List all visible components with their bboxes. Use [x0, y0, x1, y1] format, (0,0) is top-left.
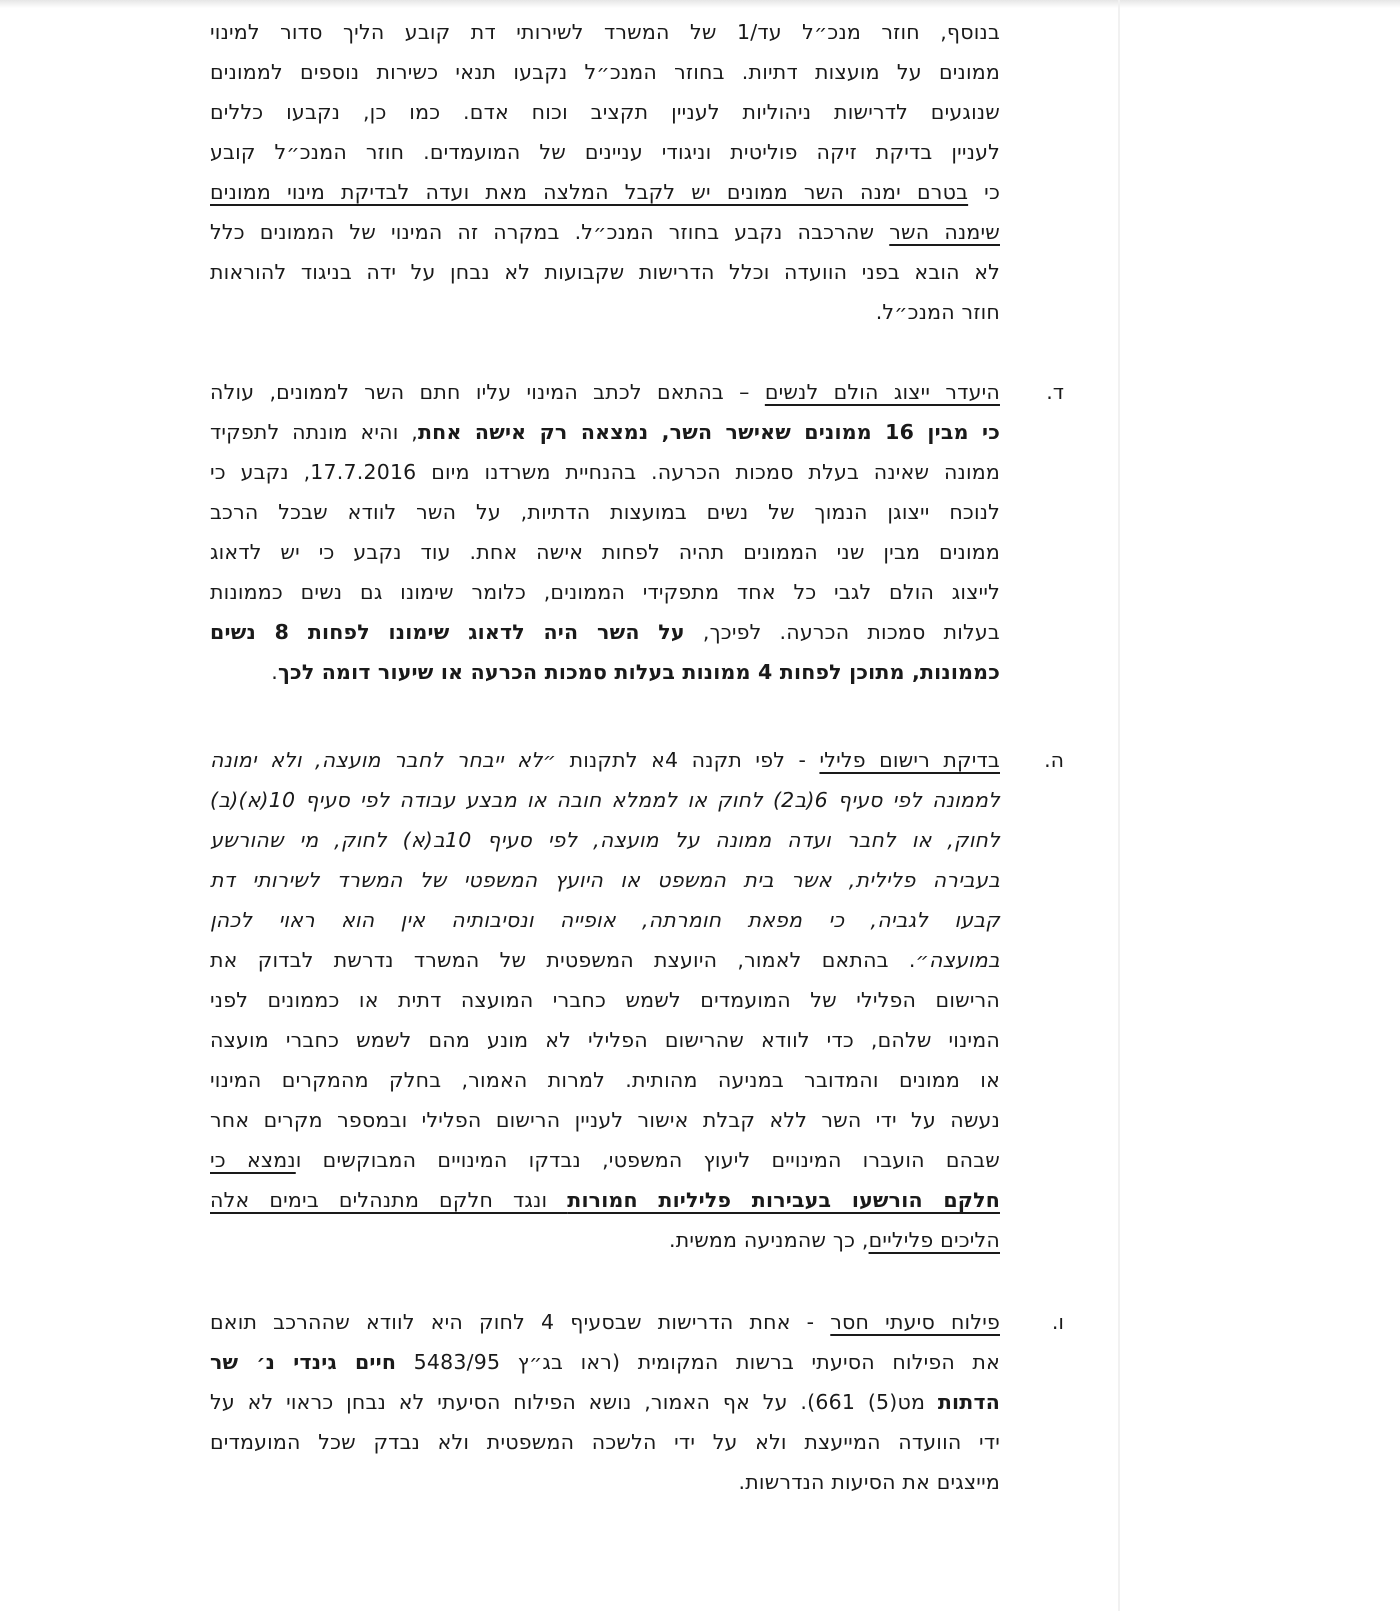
text-span: - לפי תקנה 4א לתקנות [556, 748, 820, 772]
text-span: שהרכבה נקבע בחוזר המנכ״ל. במקרה זה המינוי של הממונים כלל [210, 220, 890, 244]
text-line [210, 940, 1000, 980]
section-heading: בדיקת רישום פלילי [819, 748, 1000, 772]
bold-text: כי מבין 16 ממונים שאישר השר, נמצאה רק אישה אחת [417, 420, 1001, 444]
text-line: לחוק, או לחבר ועדה ממונה על מועצה, לפי סעיף 10ב(א) לחוק, מי שהורשע [210, 828, 1000, 852]
text-line [210, 412, 1000, 452]
text-span: מט(5) 661). על אף האמור, נושא הפילוח הסיעתי לא נבחן כראוי לא על [210, 1390, 938, 1414]
text-span: - אחת הדרישות שבסעיף 4 לחוק היא לוודא שההרכב תואם [210, 1310, 831, 1334]
text-line [210, 1180, 1000, 1220]
text-span: כי [968, 180, 1000, 204]
text-line [210, 612, 1000, 652]
text-line: ממונים מבין שני הממונים תהיה לפחות אישה אחת. עוד נקבע כי יש לדאוג [210, 540, 1000, 564]
text-line: לנוכח ייצוגן הנמוך של נשים במועצות הדתיות, על השר לוודא שבכל הרכב [210, 500, 1000, 524]
text-span: שבהם הועברו המינויים ליעוץ המשפטי, נבדקו המינויים המבוקשים ו [295, 1148, 1000, 1172]
underlined-text: נמצא כי [210, 1148, 296, 1172]
text-line: המינוי שלהם, כדי לוודא שהרישום הפלילי לא מונע מהם לשמש כחברי מועצה [210, 1028, 1000, 1052]
section-heading: פילוח סיעתי חסר [830, 1310, 1000, 1334]
underlined-text: ונגד חלקם מתנהלים בימים אלה [210, 1188, 568, 1212]
text-line: לממונה לפי סעיף 6(ב2) לחוק או לממלא חובה או מבצע עבודה לפי סעיף 10(א)(ב) [210, 788, 1000, 812]
text-span: בעלות סמכות הכרעה. לפיכך, [684, 620, 1000, 644]
bold-text: הדתות [937, 1390, 1001, 1414]
section-marker-v: ו. [1051, 1310, 1064, 1334]
text-line: ממונים על מועצות דתיות. בחוזר המנכ״ל נקבעו תנאי כשירות נוספים לממונים [210, 60, 1000, 84]
text-line: לייצוג הולם לגבי כל אחד מתפקידי הממונים, כלומר שימונו גם נשים כממונות [210, 580, 1000, 604]
text-line: הרישום הפלילי של המועמדים לשמש כחברי המועצה דתית או כממונים לפני [210, 988, 1000, 1012]
text-line: לעניין בדיקת זיקה פוליטית וניגודי עניינים של המועמדים. חוזר המנכ״ל קובע [210, 140, 1000, 164]
text-span: את הפילוח הסיעתי ברשות המקומית (ראו בג״ץ 5483/95 [396, 1350, 1000, 1374]
italic-text: ״לא ייבחר לחבר מועצה, ולא ימונה [210, 748, 557, 772]
document-page [206, 8, 1240, 1608]
text-line [210, 1220, 1000, 1260]
bold-text: על השר היה לדאוג שימונו לפחות 8 נשים [210, 620, 685, 644]
italic-text: במועצה״ [915, 948, 1000, 972]
text-span: . [271, 660, 278, 684]
text-line [210, 652, 1000, 692]
text-line [210, 1302, 1000, 1342]
underlined-text: שימנה השר [889, 220, 1000, 244]
text-line: קבעו לגביה, כי מפאת חומרתה, אופייה ונסיבותיה אין הוא ראוי לכהן [210, 908, 1000, 932]
text-line [210, 740, 1000, 780]
text-line: ממונה שאינה בעלת סמכות הכרעה. בהנחיית משרדנו מיום 17.7.2016, נקבע כי [210, 460, 1000, 484]
text-line: ידי הוועדה המייעצת ולא על ידי הלשכה המשפטית ולא נבדק שכל המועמדים [210, 1430, 1000, 1454]
bold-text: כממונות, מתוכן לפחות 4 ממונות בעלות סמכות הכרעה או שיעור דומה לכך [277, 660, 1000, 684]
text-line: חוזר המנכ״ל. [875, 300, 1000, 324]
text-span: , כך שהמניעה ממשית. [669, 1228, 869, 1252]
text-line [210, 1140, 1000, 1180]
text-span: . בהתאם לאמור, היועצת המשפטית של המשרד נדרשת לבדוק את [210, 948, 916, 972]
text-line: בעבירה פלילית, אשר בית המשפט או היועץ המשפטי של המשרד לשירותי דת [210, 868, 1000, 892]
text-line: שנוגעים לדרישות ניהוליות לעניין תקציב וכוח אדם. כמו כן, נקבעו כללים [210, 100, 1000, 124]
text-line: נעשה על ידי השר ללא קבלת אישור לעניין הרישום הפלילי ובמספר מקרים אחר [210, 1108, 1000, 1132]
section-marker-d: ד. [1046, 380, 1064, 404]
bold-text: חיים גינדי נ׳ שר [210, 1350, 397, 1374]
text-line: או ממונים והמדובר במניעה מהותית. למרות האמור, בחלק מהמקרים המינוי [210, 1068, 1000, 1092]
underlined-bold-text: חלקם הורשעו בעבירות פליליות חמורות [567, 1188, 1000, 1212]
text-line: לא הובא בפני הוועדה וכלל הדרישות שקבועות לא נבחן על ידה בניגוד להוראות [210, 260, 1000, 284]
text-span: , והיא מונתה לתפקיד [210, 420, 418, 444]
section-heading: היעדר ייצוג הולם לנשים [764, 380, 1000, 404]
text-line [210, 172, 1000, 212]
text-line: מייצגים את הסיעות הנדרשות. [738, 1470, 1000, 1494]
text-line [210, 212, 1000, 252]
text-line [210, 1382, 1000, 1422]
text-line: בנוסף, חוזר מנכ״ל עד/1 של המשרד לשירותי דת קובע הליך סדור למינוי [210, 20, 1000, 44]
page-top-shadow [0, 0, 1400, 8]
text-line [210, 372, 1000, 412]
text-span: – בהתאם לכתב המינוי עליו חתם השר לממונים, עולה [210, 380, 765, 404]
text-line [210, 1342, 1000, 1382]
underlined-text: הליכים פליליים [868, 1228, 1000, 1252]
underlined-text: בטרם ימנה השר ממונים יש לקבל המלצה מאת ועדה לבדיקת מינוי ממונים [210, 180, 969, 204]
section-marker-h: ה. [1044, 748, 1064, 772]
